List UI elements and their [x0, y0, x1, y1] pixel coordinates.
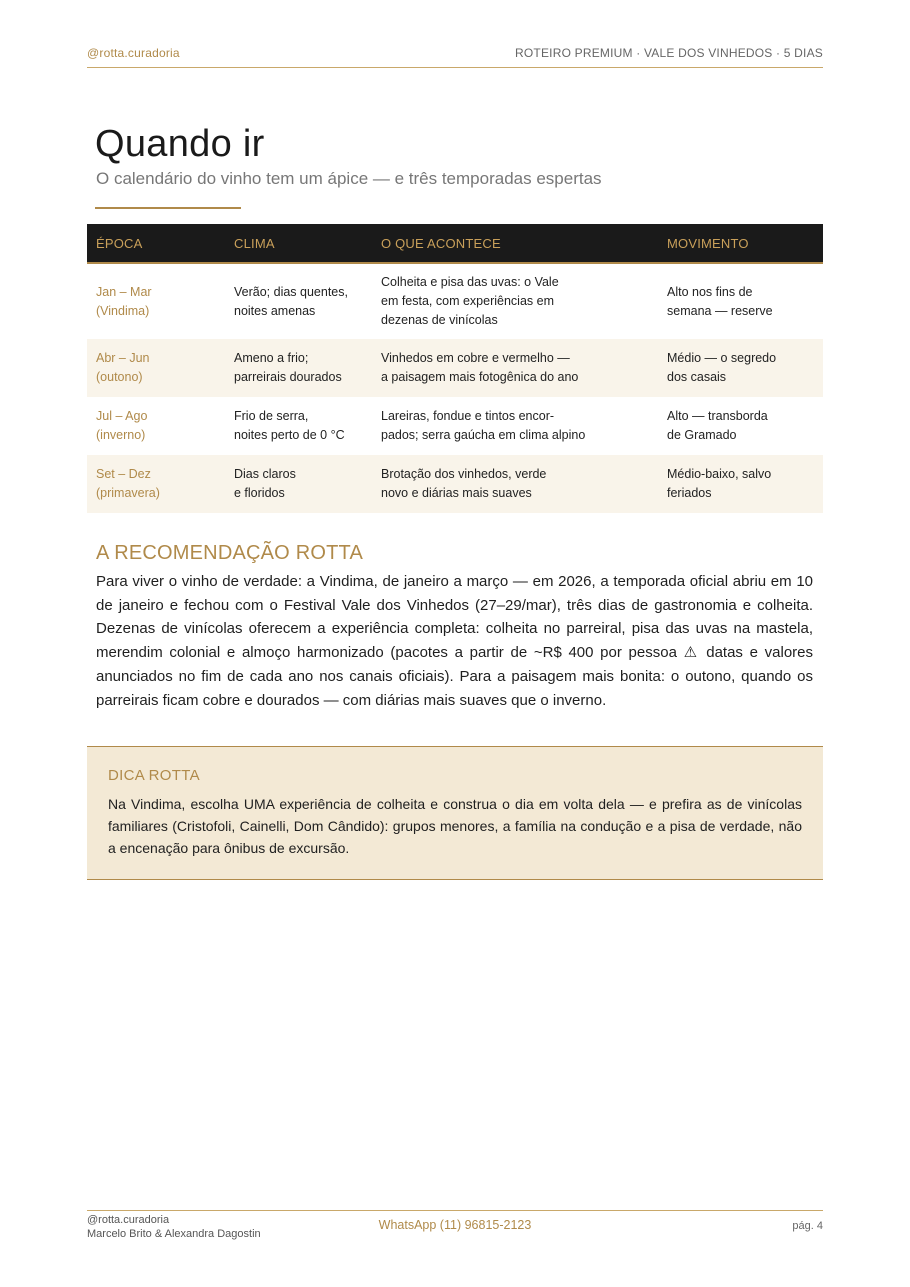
- footer-whatsapp-link[interactable]: WhatsApp (11) 96815-2123: [378, 1218, 532, 1232]
- recommendation-text: Para viver o vinho de verdade: a Vindima, de janeiro a março — em 2026, a temporada oficial abriu em 10 de janeiro e fechou com o Festival Vale dos Vinhedos (27–29/mar), três dias de gastronomia e colheita. Dezenas de vinícolas oferecem a experiência completa: colheita no parreiral, pisa das uvas na mastela, merendim colonial e almoço harmonizado (pacotes a partir de ~R$ 400 por pessoa ⚠ datas e valores anunciados no fim de cada ano nos canais oficiais). Para a paisagem mais bonita: o outono, quando os parreirais ficam cobre e dourados — com diárias mais suaves que o inverno.: [96, 573, 813, 709]
- cell-events: Vinhedos em cobre e vermelho — a paisagem mais fotogênica do ano: [381, 351, 579, 384]
- cell-movement: Médio-baixo, salvo feriados: [667, 467, 772, 500]
- header-handle: @rotta.curadoria: [87, 46, 180, 60]
- header-doc-title: ROTEIRO PREMIUM · VALE DOS VINHEDOS · 5 DIAS: [515, 46, 823, 60]
- recommendation-heading: A RECOMENDAÇÃO ROTTA: [96, 542, 363, 564]
- footer-handle: @rotta.curadoria: [87, 1214, 170, 1226]
- table-row: [87, 397, 823, 455]
- column-header-clima: CLIMA: [225, 224, 372, 263]
- cell-period: Jul – Ago (inverno): [96, 409, 148, 442]
- cell-period: Abr – Jun (outono): [96, 351, 150, 384]
- page-title: Quando ir: [95, 123, 265, 165]
- table-row: [87, 263, 823, 339]
- cell-events: Colheita e pisa das uvas: o Vale em festa, com experiências em dezenas de vinícolas: [381, 275, 559, 327]
- cell-movement: Médio — o segredo dos casais: [667, 351, 777, 384]
- table-row: [87, 455, 823, 513]
- column-header-epoca: ÉPOCA: [87, 224, 225, 263]
- page-subtitle: O calendário do vinho tem um ápice — e três temporadas espertas: [96, 169, 602, 188]
- column-header-movimento: MOVIMENTO: [658, 224, 823, 263]
- cell-period: Set – Dez (primavera): [96, 467, 160, 500]
- cell-period: Jan – Mar (Vindima): [96, 284, 152, 318]
- cell-climate: Frio de serra, noites perto de 0 °C: [234, 409, 345, 442]
- column-header-acontece: O QUE ACONTECE: [372, 224, 658, 263]
- cell-events: Lareiras, fondue e tintos encor- pados; serra gaúcha em clima alpino: [381, 409, 586, 442]
- cell-climate: Ameno a frio; parreirais dourados: [234, 351, 342, 384]
- footer-authors: Marcelo Brito & Alexandra Dagostin: [87, 1228, 261, 1240]
- page-footer: [87, 1210, 823, 1245]
- tip-text: Na Vindima, escolha UMA experiência de colheita e construa o dia em volta dela — e prefira as de vinícolas familiares (Cristofoli, Cainelli, Dom Cândido): grupos menores, a família na condução e a pisa de verdade, não a encenação para ônibus de excursão.: [108, 796, 802, 856]
- season-table: [87, 224, 823, 513]
- cell-events: Brotação dos vinhedos, verde novo e diárias mais suaves: [381, 467, 547, 500]
- footer-page-number: pág. 4: [792, 1220, 823, 1232]
- page-header: [87, 46, 823, 68]
- tip-box: [87, 746, 823, 880]
- cell-movement: Alto nos fins de semana — reserve: [667, 284, 773, 318]
- title-divider: [95, 207, 241, 209]
- table-header-row: [87, 224, 823, 263]
- table-row: [87, 339, 823, 397]
- cell-climate: Dias claros e floridos: [234, 467, 296, 500]
- cell-movement: Alto — transborda de Gramado: [667, 409, 768, 442]
- cell-climate: Verão; dias quentes, noites amenas: [234, 284, 348, 318]
- tip-title: DICA ROTTA: [108, 767, 200, 784]
